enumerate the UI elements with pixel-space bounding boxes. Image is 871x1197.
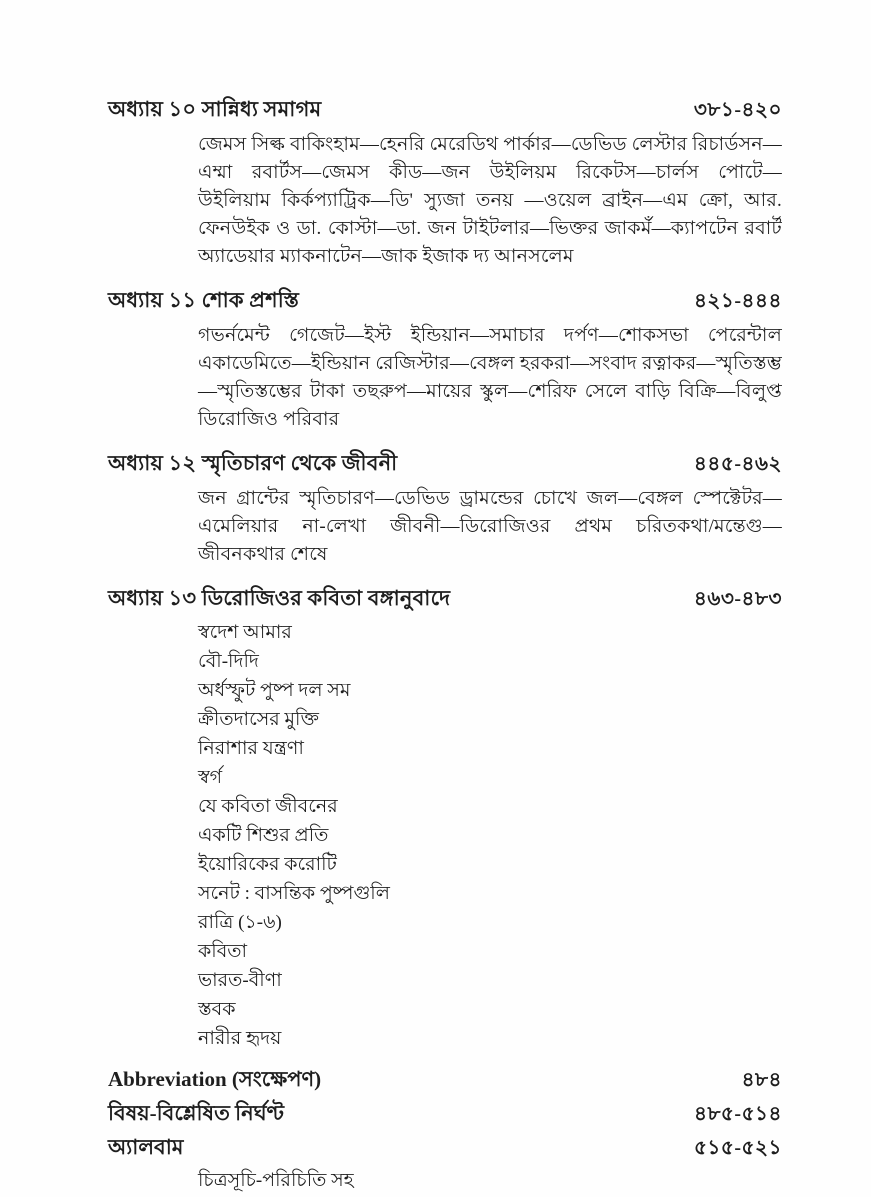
abbreviation-row <box>108 1063 782 1097</box>
chapter-12-heading-row <box>108 450 782 477</box>
back-matter <box>108 1063 782 1195</box>
album-note: চিত্রসূচি-পরিচিতি সহ <box>198 1170 354 1191</box>
poem-title: রাত্রি (১-৬) <box>198 912 282 933</box>
poem-title: স্তবক <box>198 999 236 1020</box>
album-row <box>108 1131 782 1165</box>
chapter-10-heading-row <box>108 96 782 123</box>
poem-title: নিরাশার যন্ত্রণা <box>198 738 304 759</box>
album-title: অ্যালবাম <box>108 1135 184 1159</box>
chapter-11-summary: গভর্নমেন্ট গেজেট—ইস্ট ইন্ডিয়ান—সমাচার দর্পণ—শোকসভা পেরেন্টাল একাডেমিতে—ইন্ডিয়ান রেজিস্টার—বেঙ্গল হরকরা—সংবাদ রত্নাকর—স্মৃতিস্তম্ভ—স্মৃতিস্তম্ভের টাকা তছরুপ—মায়ের স্কুল—শেরিফ সেলে বাড়ি বিক্রি—বিলুপ্ত ডিরোজিও পরিবার <box>198 325 782 430</box>
poem-title: কবিতা <box>198 941 248 962</box>
poem-title: নারীর হৃদয় <box>198 1028 282 1049</box>
chapter-11-title: অধ্যায় ১১ শোক প্রশস্তি <box>108 288 300 312</box>
poem-title: যে কবিতা জীবনের <box>198 796 338 817</box>
poem-title: সনেট : বাসন্তিক পুষ্পগুলি <box>198 883 390 904</box>
chapter-13-page-range: ৪৬৩-৪৮৩ <box>693 588 782 610</box>
poem-title: ভারত-বীণা <box>198 970 282 991</box>
chapter-10-title: অধ্যায় ১০ সান্নিধ্য সমাগম <box>108 97 322 121</box>
abbreviation-page: ৪৮৪ <box>741 1069 782 1091</box>
chapter-13-heading-row <box>108 585 782 612</box>
poem-title: বৌ-দিদি <box>198 651 259 672</box>
subject-index-title: বিষয়-বিশ্লেষিত নির্ঘণ্ট <box>108 1101 285 1125</box>
album-page-range: ৫১৫-৫২১ <box>693 1137 782 1159</box>
subject-index-row <box>108 1097 782 1131</box>
poem-title: ক্রীতদাসের মুক্তি <box>198 709 319 730</box>
poem-title: স্বদেশ আমার <box>198 622 292 643</box>
chapter-13-title: অধ্যায় ১৩ ডিরোজিওর কবিতা বঙ্গানুবাদে <box>108 586 451 610</box>
chapter-10-summary: জেমস সিল্ক বাকিংহাম—হেনরি মেরেডিথ পার্কার—ডেভিড লেস্টার রিচার্ডসন—এম্মা রবার্টস—জেমস কীড—জন উইলিয়ম রিকেটস—চার্লস পোটে—উইলিয়াম কির্কপ্যাট্রিক—ডি' স্যুজা তনয় —ওয়েল ব্রাইন—এম ক্রো, আর. ফেনউইক ও ডা. কোস্টা—ডা. জন টাইটলার—ভিক্তর জাকর্মঁ—ক্যাপটেন রবার্ট অ্যাডেয়ার ম্যাকনাটেন—জাক ইজাক দ্য আনসলেম <box>198 134 782 267</box>
subject-index-page-range: ৪৮৫-৫১৪ <box>693 1103 782 1125</box>
chapter-12-title: অধ্যায় ১২ স্মৃতিচারণ থেকে জীবনী <box>108 451 398 475</box>
chapter-13-poem-list <box>198 618 782 1053</box>
chapter-10-page-range: ৩৮১-৪২০ <box>693 99 782 121</box>
chapter-12-summary: জন গ্রান্টের স্মৃতিচারণ—ডেভিড ড্রামন্ডের চোখে জল—বেঙ্গল স্পেক্টেটর—এমেলিয়ার না-লেখা জীবনী—ডিরোজিওর প্রথম চরিতকথা/মন্তেগু—জীবনকথার শেষে <box>198 488 782 565</box>
chapter-11-page-range: ৪২১-৪৪৪ <box>693 290 782 312</box>
poem-title: একটি শিশুর প্রতি <box>198 825 329 846</box>
chapter-12-page-range: ৪৪৫-৪৬২ <box>693 453 782 475</box>
chapter-11-heading-row <box>108 287 782 314</box>
poem-title: অর্ধস্ফুট পুষ্প দল সম <box>198 680 351 701</box>
poem-title: স্বর্গ <box>198 767 223 788</box>
poem-title: ইয়োরিকের করোটি <box>198 854 337 875</box>
abbreviation-title: Abbreviation (সংক্ষেপণ) <box>108 1067 322 1091</box>
